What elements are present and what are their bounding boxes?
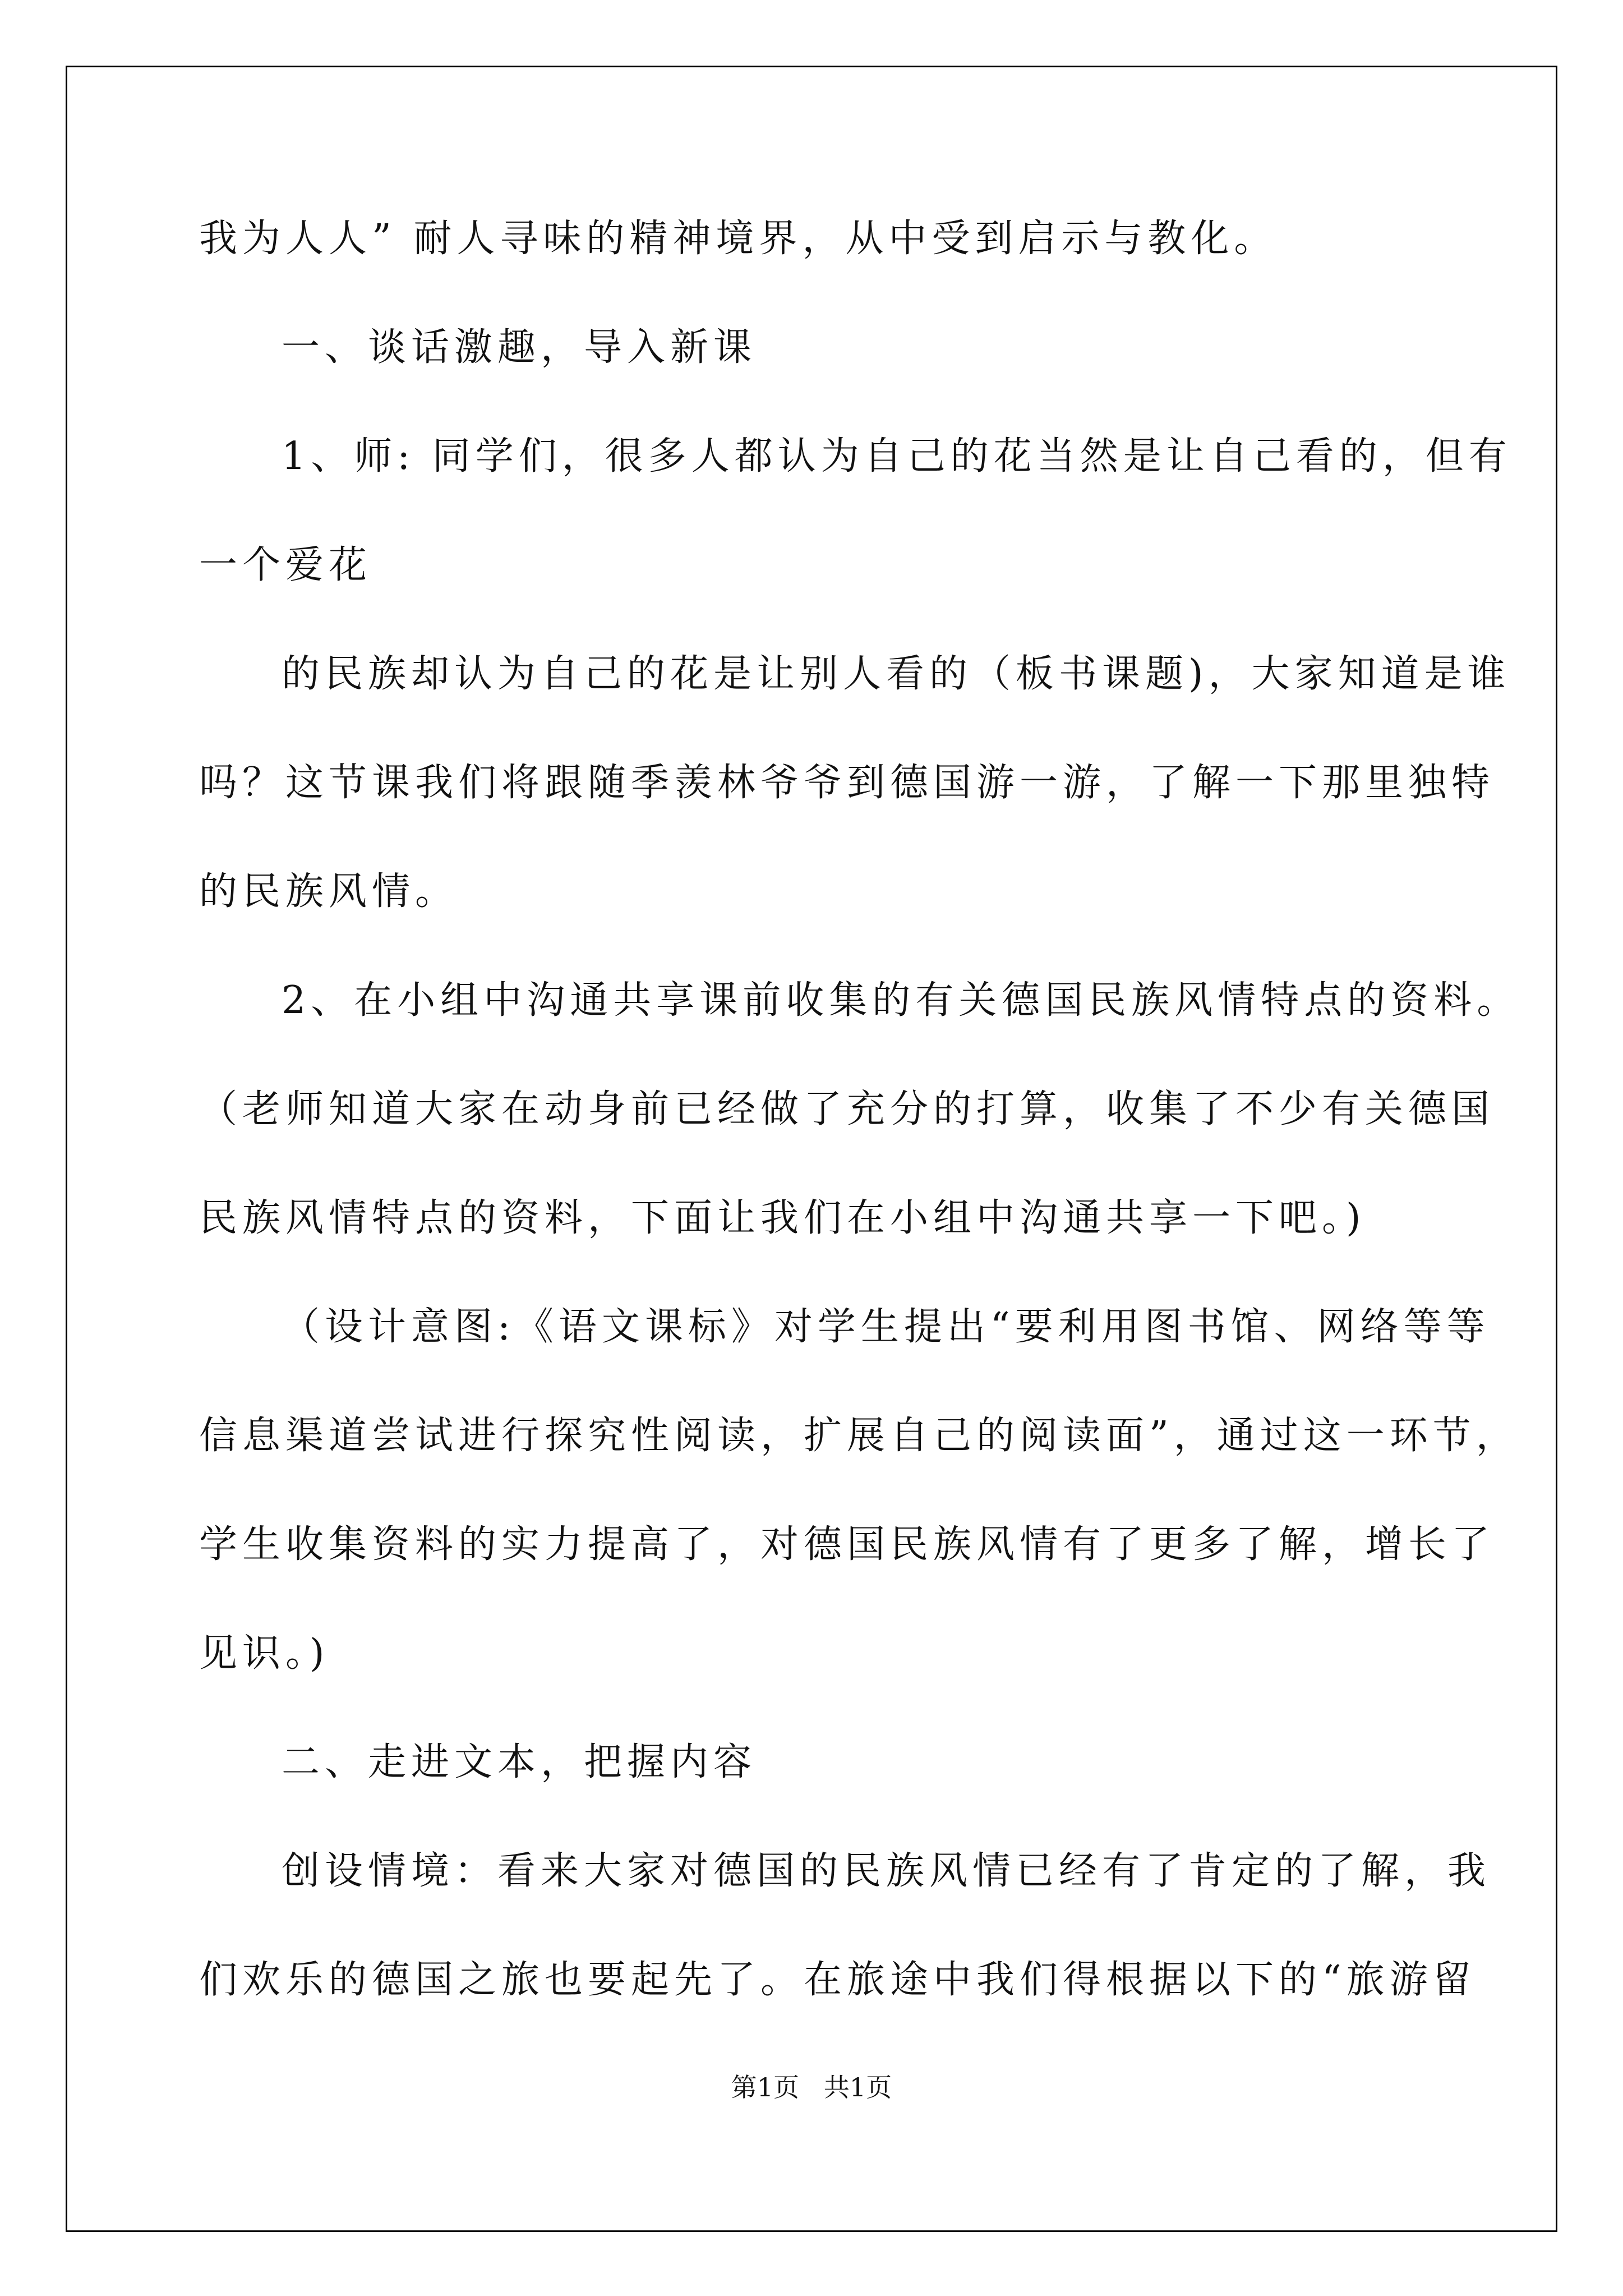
text-line: 见识。) — [199, 1631, 330, 1676]
text-line: 吗？这节课我们将跟随季羡林爷爷到德国游一游，了解一下那里独特 — [199, 761, 1495, 805]
text-line: 1、师: 同学们，很多人都认为自己的花当然是让自己看的，但有 — [282, 434, 1512, 478]
text-line: 们欢乐的德国之旅也要起先了。在旅途中我们得根据以下的“旅游留 — [199, 1958, 1476, 2002]
text-line: 信息渠道尝试进行探究性阅读，扩展自己的阅读面”，通过这一环节， — [199, 1414, 1519, 1458]
text-line: 一个爱花 — [199, 543, 372, 587]
text-line: （设计意图:《语文课标》对学生提出“要利用图书馆、网络等等 — [282, 1305, 1490, 1349]
section-heading: 二、走进文本，把握内容 — [282, 1740, 757, 1784]
text-line: 的民族风情。 — [199, 869, 459, 914]
page-number-footer: 第1页 共1页 — [731, 2072, 892, 2102]
text-line: 我为人人” 耐人寻味的精神境界，从中受到启示与教化。 — [199, 217, 1278, 261]
text-line: 学生收集资料的实力提高了，对德国民族风情有了更多了解，增长了 — [199, 1522, 1495, 1567]
text-line: 民族风情特点的资料，下面让我们在小组中沟通共享一下吧。) — [199, 1196, 1366, 1240]
page-border — [66, 66, 1557, 2232]
text-line: 的民族却认为自己的花是让别人看的（板书课题)，大家知道是谁 — [282, 652, 1511, 696]
text-line: 2、在小组中沟通共享课前收集的有关德国民族风情特点的资料。 — [282, 978, 1520, 1023]
text-line: （老师知道大家在动身前已经做了充分的打算，收集了不少有关德国 — [199, 1087, 1495, 1131]
section-heading: 一、谈话激趣，导入新课 — [282, 325, 757, 370]
text-line: 创设情境：看来大家对德国的民族风情已经有了肯定的了解，我 — [282, 1849, 1491, 1893]
